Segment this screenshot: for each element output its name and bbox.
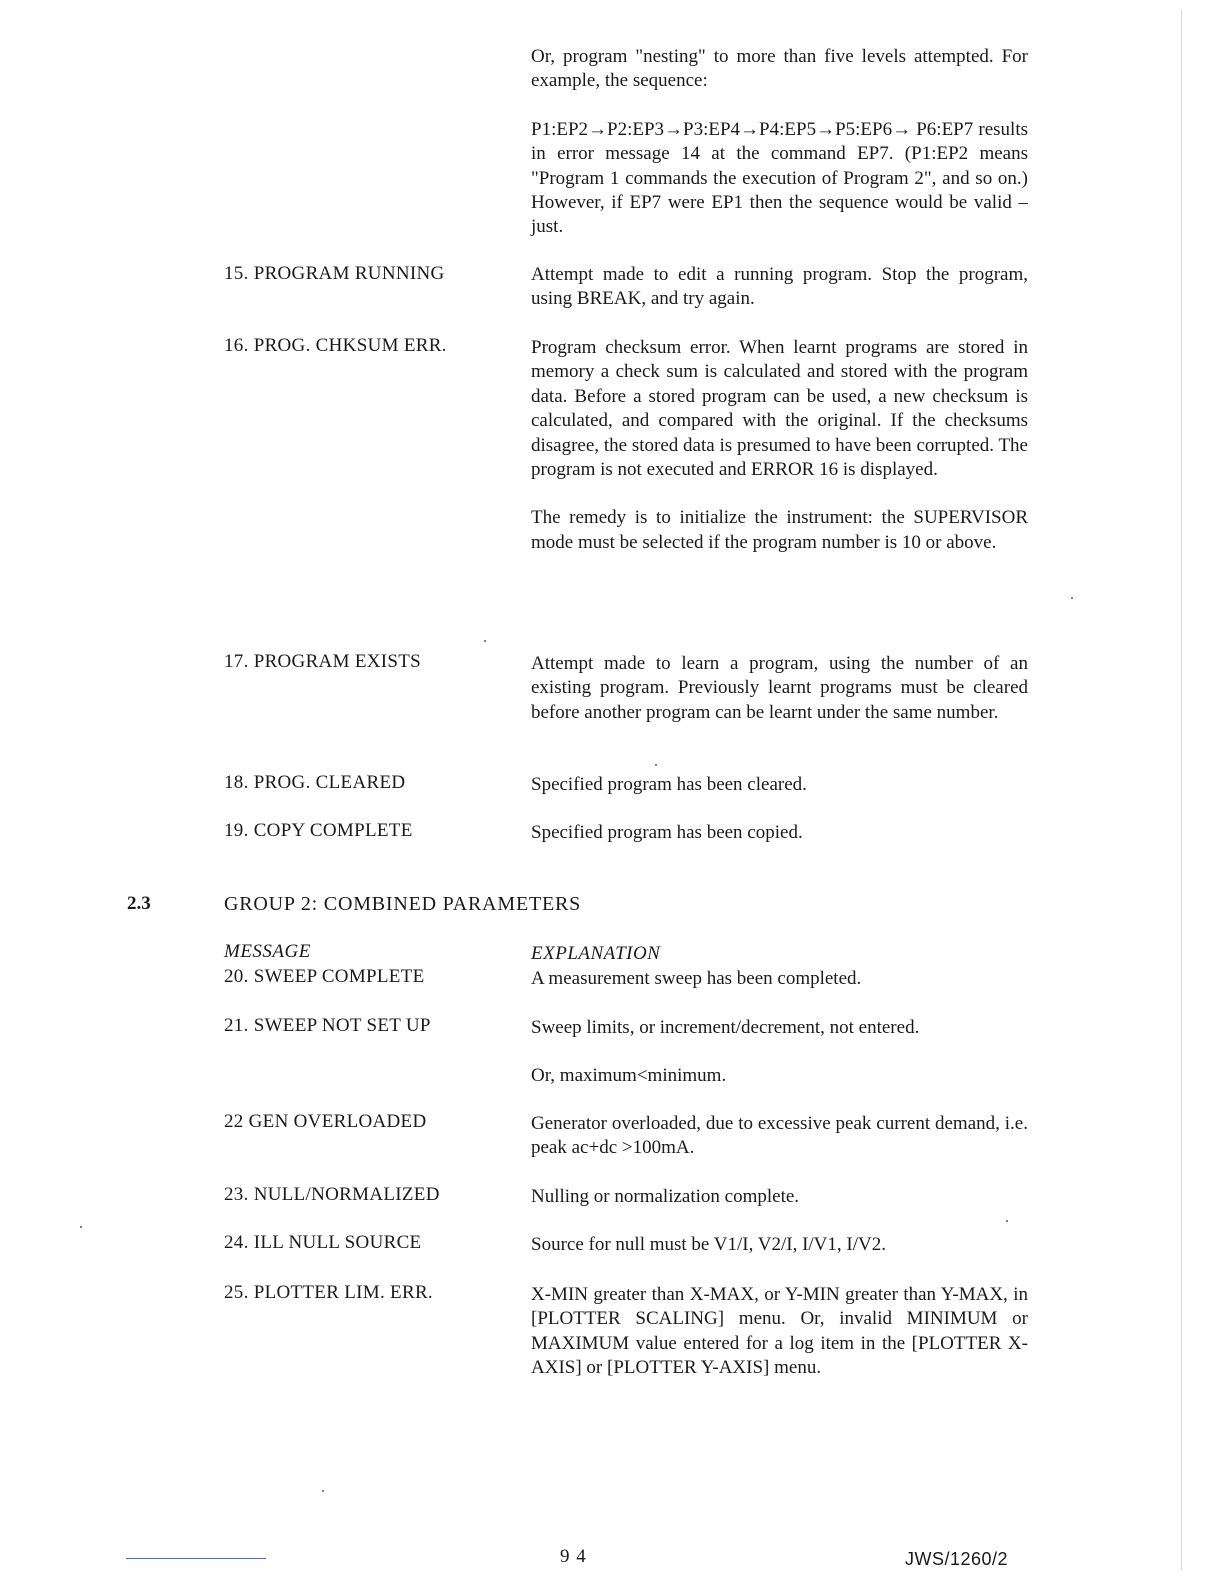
scan-speck <box>1006 1220 1008 1222</box>
footer-rule <box>126 1558 266 1559</box>
message-21: 21. SWEEP NOT SET UP <box>224 1015 431 1036</box>
explanation-19 <box>531 821 1028 845</box>
explanation-15 <box>531 263 1028 312</box>
explanation-paragraph: Specified program has been cleared. <box>531 774 807 795</box>
explanation-20 <box>531 967 1028 991</box>
explanation-paragraph: Nulling or normalization complete. <box>531 1186 800 1207</box>
message-19: 19. COPY COMPLETE <box>224 820 413 841</box>
explanation-paragraph: Sweep limits, or increment/decrement, not entered. <box>531 1017 920 1038</box>
explanation-paragraph: Generator overloaded, due to excessive peak current demand, i.e. peak ac+dc >100mA. <box>531 1113 1028 1159</box>
explanation-paragraph: A measurement sweep has been completed. <box>531 968 862 989</box>
scan-speck <box>484 640 486 642</box>
scan-margin-line <box>1181 10 1182 1570</box>
scan-speck <box>322 1490 324 1492</box>
explanation-23 <box>531 1185 1028 1209</box>
scan-speck <box>1071 597 1073 599</box>
explanation-16 <box>531 336 1028 555</box>
section-number: 2.3 <box>127 893 151 914</box>
message-16: 16. PROG. CHKSUM ERR. <box>224 335 447 356</box>
intro-block <box>531 45 1028 240</box>
explanation-17 <box>531 652 1028 725</box>
message-24: 24. ILL NULL SOURCE <box>224 1232 422 1253</box>
explanation-paragraph: Source for null must be V1/I, V2/I, I/V1, I/V2. <box>531 1234 886 1255</box>
intro-paragraph-2: P1:EP2→P2:EP3→P3:EP4→P4:EP5→P5:EP6→ P6:EP7 results in error message 14 at the command EP7. (P1:EP2 means "Program 1 commands the execution of Program 2", and so on.) However, if EP7 were EP1 then the sequence would be valid –just. <box>531 118 1028 238</box>
column-header-explanation: EXPLANATION <box>531 943 661 964</box>
explanation-paragraph: The remedy is to initialize the instrument: the SUPERVISOR mode must be selected if the program number is 10 or above. <box>531 507 1028 553</box>
message-23: 23. NULL/NORMALIZED <box>224 1184 440 1205</box>
scan-speck <box>80 1226 82 1228</box>
explanation-25 <box>531 1283 1028 1381</box>
message-18: 18. PROG. CLEARED <box>224 772 406 793</box>
page-number: 9 4 <box>560 1546 587 1567</box>
message-20: 20. SWEEP COMPLETE <box>224 966 425 987</box>
explanation-paragraph: Specified program has been copied. <box>531 822 803 843</box>
column-header-message: MESSAGE <box>224 941 311 962</box>
explanation-18 <box>531 773 1028 797</box>
intro-paragraph-1: Or, program "nesting" to more than five levels attempted. For example, the sequence: <box>531 46 1028 92</box>
explanation-24 <box>531 1233 1028 1257</box>
explanation-21 <box>531 1016 1028 1089</box>
document-code: JWS/1260/2 <box>905 1549 1009 1569</box>
explanation-paragraph: Program checksum error. When learnt programs are stored in memory a check sum is calculated and stored with the program data. Before a stored program can be used, a new checksum is calculated, and compared with the original. If the checksums disagree, the stored data is presumed to have been corrupted. The program is not executed and ERROR 16 is displayed. <box>531 337 1028 481</box>
message-15: 15. PROGRAM RUNNING <box>224 263 445 284</box>
scan-speck <box>655 764 657 766</box>
explanation-22 <box>531 1112 1028 1161</box>
explanation-paragraph: X-MIN greater than X-MAX, or Y-MIN greater than Y-MAX, in [PLOTTER SCALING] menu. Or, invalid MINIMUM or MAXIMUM value entered for a log item in the [PLOTTER X-AXIS] or [PLOTTER Y-AXIS] menu. <box>531 1284 1028 1379</box>
message-22: 22 GEN OVERLOADED <box>224 1111 427 1132</box>
explanation-paragraph: Attempt made to learn a program, using the number of an existing program. Previously learnt programs must be cleared before another program can be learnt under the same number. <box>531 653 1028 723</box>
explanation-paragraph: Attempt made to edit a running program. Stop the program, using BREAK, and try again. <box>531 264 1028 310</box>
explanation-paragraph: Or, maximum<minimum. <box>531 1065 727 1087</box>
message-25: 25. PLOTTER LIM. ERR. <box>224 1282 433 1303</box>
message-17: 17. PROGRAM EXISTS <box>224 651 422 672</box>
section-title: GROUP 2: COMBINED PARAMETERS <box>224 893 582 915</box>
